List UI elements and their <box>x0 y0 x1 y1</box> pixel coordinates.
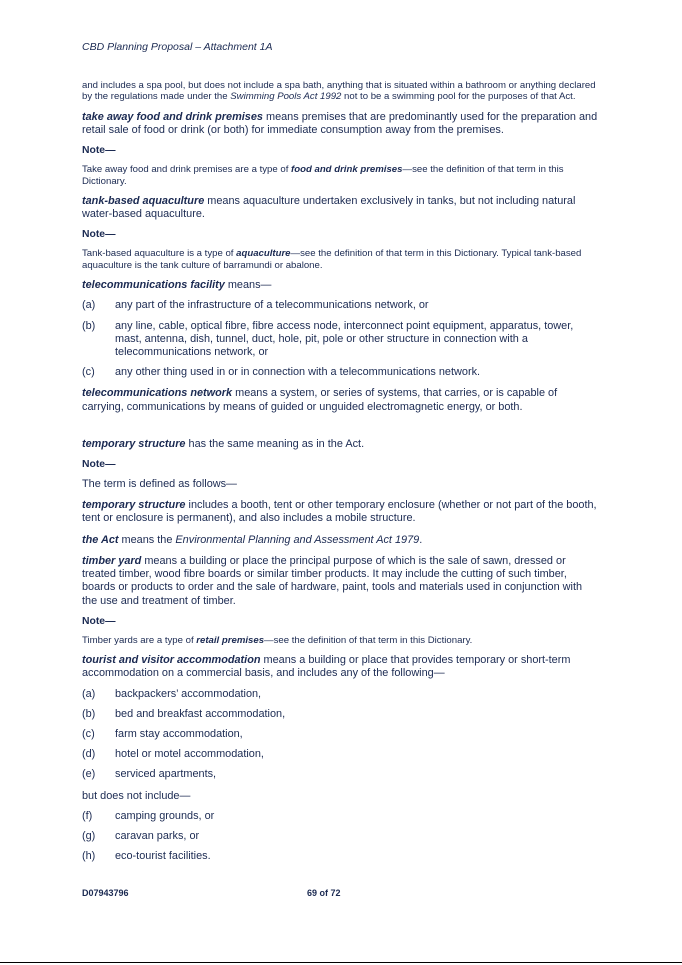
list-item <box>82 810 600 823</box>
exclusions-intro: but does not include— <box>82 789 191 802</box>
list-item-label: (b) <box>82 319 96 332</box>
note-tank-a: Tank-based aquaculture is a type of <box>82 248 237 260</box>
document-id: D07943796 <box>82 888 129 898</box>
def-temporary: has the same meaning as in the Act. <box>185 437 365 450</box>
note-timber-b: —see the definition of that term in this Dictionary. <box>264 634 473 646</box>
list-item-label: (b) <box>82 707 96 720</box>
def-the-act: means the <box>118 533 176 546</box>
note-timber-a: Timber yards are a type of <box>82 634 197 646</box>
intro-text-b: not to be a swimming pool for the purposes of that Act. <box>341 91 576 103</box>
note-takeaway-a: Take away food and drink premises are a type of <box>82 164 292 176</box>
list-item <box>82 850 600 863</box>
def-tank: means aquaculture undertaken exclusively in tanks, but not including natural water-based aquaculture. <box>82 195 576 221</box>
note-timber-term: retail premises <box>196 634 265 646</box>
definition-temporary-quoted <box>82 499 600 525</box>
list-item-text: hotel or motel accommodation, <box>115 748 264 761</box>
note-tank-term: aquaculture <box>236 248 291 260</box>
note-tank-b: —see the definition of that term in this Dictionary. Typical tank-based aquaculture is the tank culture of barramundi or abalone. <box>82 248 582 271</box>
term-temporary: temporary structure <box>82 437 186 450</box>
note-label-temporary: Note— <box>82 459 116 471</box>
list-item-text: any line, cable, optical fibre, fibre access node, interconnect point equipment, apparatus, tower, mast, antenna, dish, tunnel, duct, hole, pit, pole or other structure in connection with a telecommunications network, or <box>115 319 574 359</box>
list-item <box>82 366 600 379</box>
list-item-label: (c) <box>82 727 95 740</box>
list-item-label: (a) <box>82 299 96 312</box>
definition-telecom-facility <box>82 279 600 292</box>
def-temporary-quoted: includes a booth, tent or other temporary enclosure (whether or not part of the booth, tent or enclosure is permanent), and also includes a mobile structure. <box>82 499 597 525</box>
list-item <box>82 299 600 312</box>
list-item <box>82 768 600 781</box>
list-item-text: farm stay accommodation, <box>115 727 243 740</box>
term-the-act: the Act <box>82 533 119 546</box>
list-item-text: caravan parks, or <box>115 829 200 842</box>
note-takeaway-term: food and drink premises <box>291 164 403 176</box>
list-item <box>82 708 600 721</box>
list-item-label: (h) <box>82 850 96 863</box>
list-item-label: (e) <box>82 768 96 781</box>
list-item-text: camping grounds, or <box>115 809 215 822</box>
note-tank <box>82 248 600 271</box>
term-telecom-facility: telecommunications facility <box>82 279 225 292</box>
term-timber: timber yard <box>82 554 142 567</box>
definition-tourist <box>82 654 600 680</box>
note-label-timber: Note— <box>82 615 116 627</box>
list-item-label: (f) <box>82 809 93 822</box>
definition-telecom-network <box>82 387 600 413</box>
definition-the-act <box>82 534 600 547</box>
term-telecom-network: telecommunications network <box>82 387 233 400</box>
note-timber <box>82 635 600 646</box>
page-content <box>82 80 600 863</box>
intro-paragraph <box>82 80 600 103</box>
list-item <box>82 830 600 843</box>
def-takeaway: means premises that are predominantly used for the preparation and retail sale of food or drink (or both) for immediate consumption away from the premises. <box>82 110 598 137</box>
note-label-tank: Note— <box>82 229 116 241</box>
page-header: CBD Planning Proposal – Attachment 1A <box>82 41 273 53</box>
note-label-takeaway: Note— <box>82 145 116 157</box>
list-item-text: any part of the infrastructure of a telecommunications network, or <box>115 299 429 312</box>
definition-timber <box>82 555 600 608</box>
note-temporary: The term is defined as follows— <box>82 478 237 491</box>
term-temporary-quoted: temporary structure <box>82 499 186 512</box>
definition-takeaway <box>82 111 600 137</box>
list-item-text: any other thing used in or in connection with a telecommunications network. <box>115 366 481 379</box>
intro-act-name: Swimming Pools Act 1992 <box>230 91 342 103</box>
page-bottom-divider <box>0 962 682 963</box>
def-telecom-facility: means— <box>224 279 272 292</box>
page-number: 69 of 72 <box>307 888 341 898</box>
definition-temporary <box>82 438 600 451</box>
list-item <box>82 748 600 761</box>
list-item <box>82 728 600 741</box>
note-takeaway-b: —see the definition of that term in this Dictionary. <box>82 164 564 187</box>
def-tourist: means a building or place that provides temporary or short-term accommodation on a commercial basis, and includes any of the following— <box>82 654 571 680</box>
list-item-label: (a) <box>82 687 96 700</box>
act-name: Environmental Planning and Assessment Act 1979 <box>175 533 420 546</box>
def-timber: means a building or place the principal purpose of which is the sale of sawn, dressed or treated timber, wood fibre boards or similar timber products. It may include the cutting of such timber, boards or products to order and the sale of hardware, paint, tools and materials used in conjunction with the use and treatment of timber. <box>82 554 583 607</box>
list-item-text: backpackers’ accommodation, <box>115 687 262 700</box>
list-item <box>82 688 600 701</box>
list-item-label: (g) <box>82 829 96 842</box>
term-takeaway: take away food and drink premises <box>82 110 263 123</box>
term-tank: tank-based aquaculture <box>82 195 205 208</box>
intro-text-a: and includes a spa pool, but does not include a spa bath, anything that is situated within a bathroom or anything declared by the regulations made under the <box>82 80 596 103</box>
def-telecom-network: means a system, or series of systems, that carries, or is capable of carrying, communications by means of guided or unguided electromagnetic energy, or both. <box>82 387 558 413</box>
def-the-act-end: . <box>419 533 423 546</box>
term-tourist: tourist and visitor accommodation <box>82 654 261 667</box>
list-item-label: (c) <box>82 366 95 379</box>
list-item-text: serviced apartments, <box>115 768 217 781</box>
list-item-text: eco-tourist facilities. <box>115 850 211 863</box>
list-item-text: bed and breakfast accommodation, <box>115 707 286 720</box>
note-takeaway <box>82 164 600 187</box>
definition-tank <box>82 195 600 221</box>
list-item <box>82 320 600 360</box>
list-item-label: (d) <box>82 748 96 761</box>
